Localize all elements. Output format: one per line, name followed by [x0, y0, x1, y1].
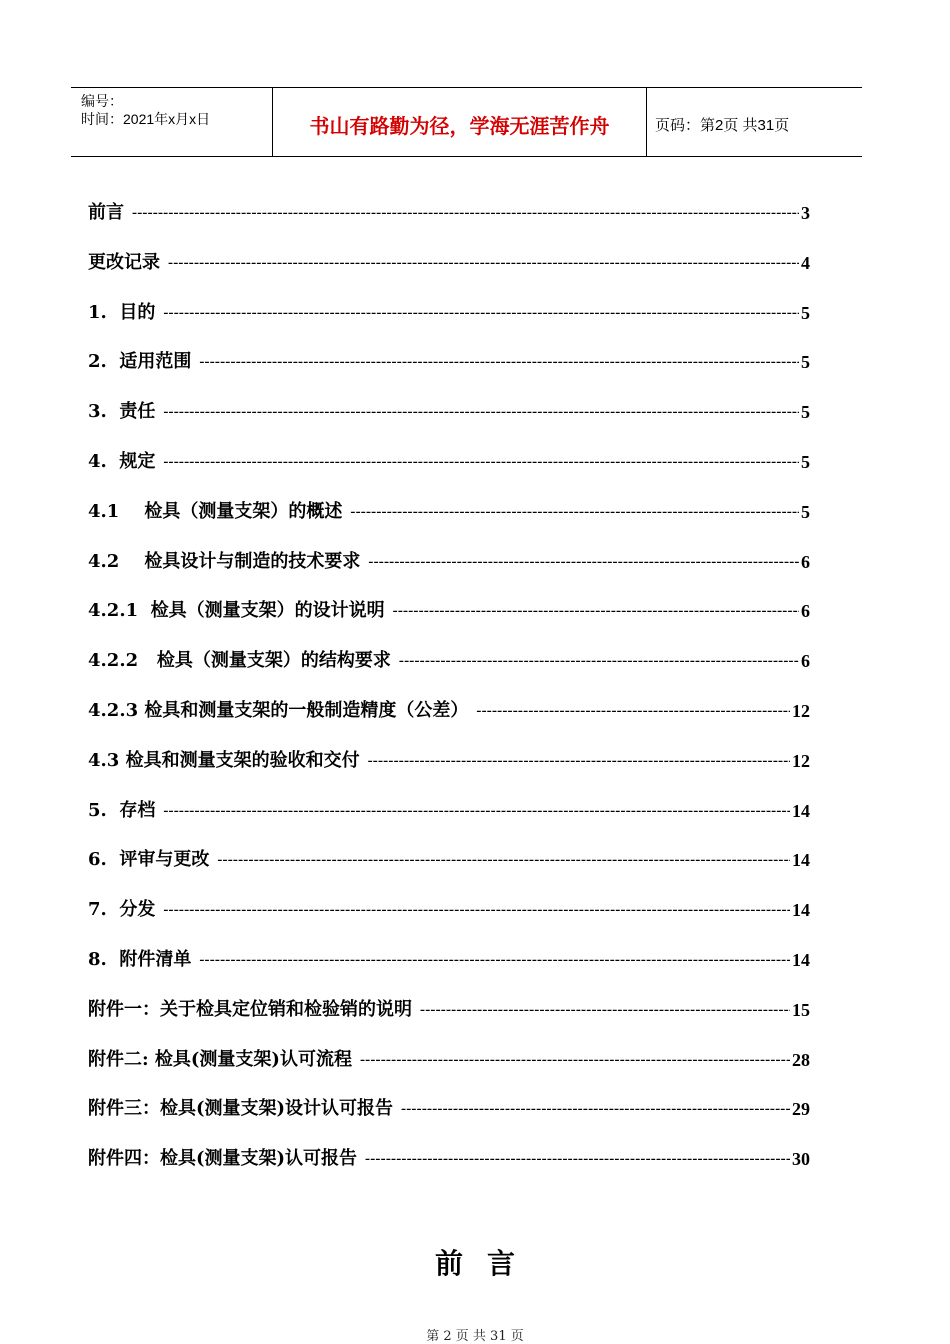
- toc-dot-leader: [401, 1096, 790, 1122]
- toc-entry-page: 4: [801, 252, 810, 273]
- toc-entry-page: 5: [801, 501, 810, 522]
- toc-entry-title: 4.3 检具和测量支架的验收和交付: [88, 749, 360, 771]
- toc-entry[interactable]: [88, 499, 810, 549]
- toc-entry-page: 5: [801, 352, 810, 373]
- toc-entry-title: 4.2.3 检具和测量支架的一般制造精度（公差）: [88, 699, 469, 721]
- toc-entry-page: 15: [792, 999, 810, 1020]
- toc-entry-title: 4.1 检具（测量支架）的概述: [88, 500, 343, 522]
- toc-entry[interactable]: [88, 997, 810, 1047]
- toc-entry[interactable]: [88, 1146, 810, 1196]
- toc-entry-title: 1. 目的: [88, 301, 156, 323]
- toc-entry-page: 29: [792, 1099, 810, 1120]
- toc-entry-page: 14: [792, 800, 810, 821]
- toc-entry[interactable]: [88, 1096, 810, 1146]
- toc-dot-leader: [368, 748, 790, 774]
- header-page-cell: [647, 88, 862, 156]
- toc-dot-leader: [399, 648, 799, 674]
- toc-entry-title: 7. 分发: [88, 899, 156, 921]
- toc-entry-title: 3. 责任: [88, 401, 156, 423]
- toc-entry-page: 14: [792, 900, 810, 921]
- section-heading: 前言: [434, 1247, 539, 1280]
- toc-entry-title: 2. 适用范围: [88, 351, 192, 373]
- toc-entry-page: 3: [801, 203, 810, 223]
- toc-entry-page: 6: [801, 651, 810, 672]
- toc-entry-title: 4. 规定: [88, 450, 156, 472]
- toc-entry-title: 5. 存档: [88, 799, 156, 821]
- toc-entry[interactable]: [88, 847, 810, 897]
- toc-dot-leader: [217, 847, 790, 873]
- toc-entry-title: 附件一：关于检具定位销和检验销的说明: [88, 998, 412, 1020]
- toc-dot-leader: [476, 698, 790, 724]
- toc-entry[interactable]: [88, 897, 810, 947]
- toc-entry-title: 附件二: 检具(测量支架)认可流程: [88, 1048, 352, 1070]
- toc-entry-page: 6: [801, 551, 810, 572]
- toc-dot-leader: [168, 250, 799, 276]
- toc-dot-leader: [420, 997, 790, 1023]
- header-motto-cell: [273, 88, 647, 156]
- toc-dot-leader: [163, 399, 799, 425]
- toc-entry-title: 4.2.1 检具（测量支架）的设计说明: [88, 600, 385, 622]
- toc-entry-title: 8. 附件清单: [88, 948, 192, 970]
- toc-entry[interactable]: [88, 200, 810, 250]
- toc-entry-page: 5: [801, 402, 810, 423]
- toc-dot-leader: [132, 200, 799, 226]
- toc-entry[interactable]: [88, 1047, 810, 1097]
- toc-dot-leader: [163, 798, 790, 824]
- toc-entry-title: 4.2 检具设计与制造的技术要求: [88, 550, 361, 572]
- doc-time-label: 时间：2021年x月x日: [81, 111, 211, 127]
- toc-entry[interactable]: [88, 748, 810, 798]
- toc-dot-leader: [360, 1047, 790, 1073]
- toc-entry[interactable]: [88, 250, 810, 300]
- toc-dot-leader: [163, 449, 799, 475]
- doc-number-label: 编号：: [81, 93, 123, 109]
- toc-entry-title: 6. 评审与更改: [88, 849, 210, 871]
- toc-entry[interactable]: [88, 449, 810, 499]
- toc-dot-leader: [199, 349, 799, 375]
- page-footer: 第 2 页 共 31 页: [426, 1329, 524, 1344]
- header-motto: 书山有路勤为径，学海无涯苦作舟: [309, 114, 610, 138]
- toc-dot-leader: [365, 1146, 790, 1172]
- table-of-contents: [88, 200, 810, 1196]
- toc-entry-page: 12: [792, 750, 810, 771]
- toc-entry[interactable]: [88, 349, 810, 399]
- toc-entry[interactable]: [88, 300, 810, 350]
- toc-entry-title: 更改记录: [88, 251, 160, 273]
- toc-entry-page: 30: [792, 1149, 810, 1170]
- toc-dot-leader: [163, 897, 790, 923]
- toc-entry[interactable]: [88, 648, 810, 698]
- toc-entry[interactable]: [88, 947, 810, 997]
- toc-entry-title: 前言: [88, 202, 124, 223]
- toc-entry-title: 附件四：检具(测量支架)认可报告: [88, 1148, 358, 1170]
- toc-entry-page: 5: [801, 302, 810, 323]
- header-page-info: 页码：第2页 共31页: [655, 117, 790, 134]
- toc-entry[interactable]: [88, 549, 810, 599]
- toc-entry-page: 28: [792, 1049, 810, 1070]
- toc-entry-page: 14: [792, 949, 810, 970]
- toc-dot-leader: [368, 549, 799, 575]
- toc-dot-leader: [350, 499, 799, 525]
- toc-entry[interactable]: [88, 399, 810, 449]
- toc-dot-leader: [393, 598, 799, 624]
- header-info-cell: [71, 88, 273, 156]
- toc-dot-leader: [163, 300, 799, 326]
- toc-entry-page: 6: [801, 601, 810, 622]
- toc-entry-page: 14: [792, 850, 810, 871]
- toc-entry-title: 附件三：检具(测量支架)设计认可报告: [88, 1098, 394, 1120]
- toc-entry-page: 5: [801, 451, 810, 472]
- toc-entry[interactable]: [88, 698, 810, 748]
- page-header-table: [71, 87, 862, 157]
- toc-dot-leader: [199, 947, 790, 973]
- toc-entry[interactable]: [88, 598, 810, 648]
- toc-entry-page: 12: [792, 700, 810, 721]
- toc-entry[interactable]: [88, 798, 810, 848]
- toc-entry-title: 4.2.2 检具（测量支架）的结构要求: [88, 650, 391, 672]
